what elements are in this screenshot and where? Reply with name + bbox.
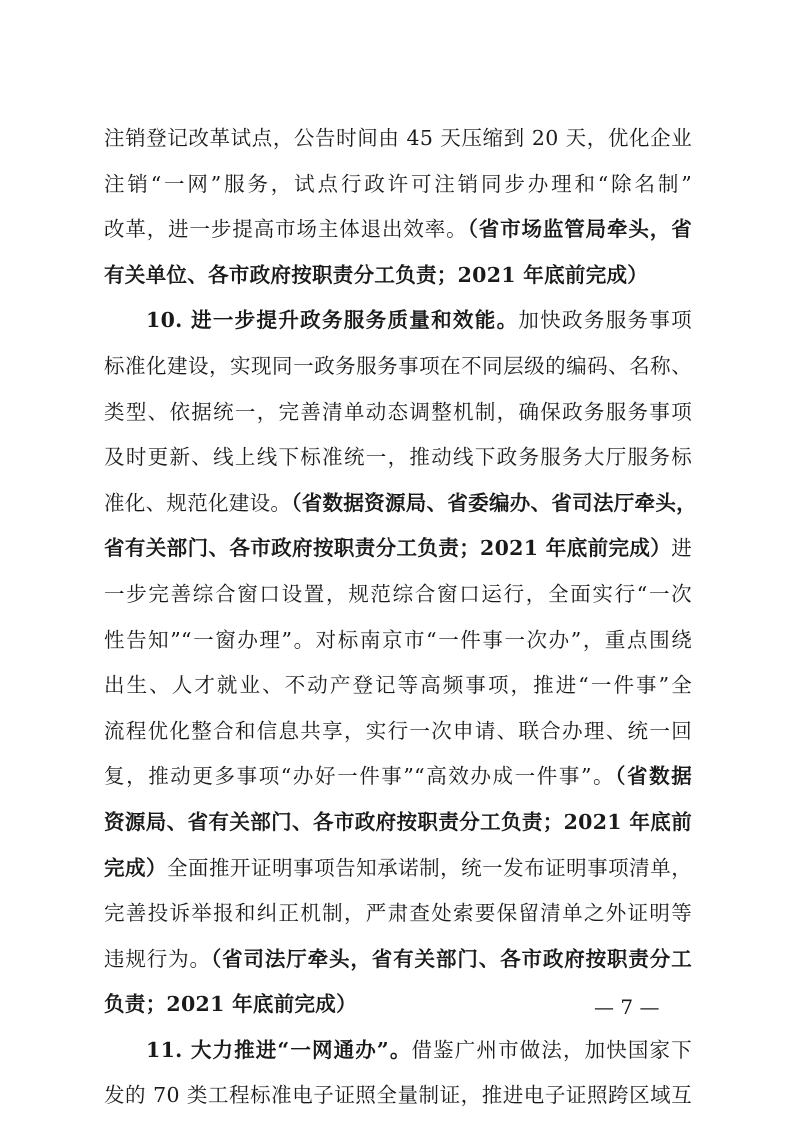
text-segment: 借鉴广州市做法，加快国家下 [411, 1037, 693, 1062]
text-segment: 一步完善综合窗口设置，规范综合窗口运行，全面实行“一次 [104, 581, 692, 606]
text-segment: 注销登记改革试点，公告时间由 45 天压缩到 20 天，优化企业 [104, 126, 692, 150]
text-line [104, 435, 692, 481]
bold-text-segment: 省有关部门、各市政府按职责分工负责；2021 年底前完成） [104, 536, 672, 561]
text-segment: 加快政务服务事项 [518, 308, 692, 333]
text-segment: 注销“一网”服务，试点行政许可注销同步办理和“除名制” [104, 171, 692, 196]
bold-text-segment: 完成） [104, 855, 168, 880]
bold-text-segment: 有关单位、各市政府按职责分工负责；2021 年底前完成） [104, 262, 649, 287]
bold-text-segment: 资源局、省有关部门、各市政府按职责分工负责；2021 年底前 [104, 809, 692, 834]
text-line [104, 526, 692, 572]
text-segment: 复，推动更多事项“办好一件事”“高效办成一件事”。 [104, 764, 616, 789]
text-segment: 准化、规范化建设。 [104, 490, 292, 515]
text-line [104, 937, 692, 983]
text-line [104, 709, 692, 755]
text-segment: 完善投诉举报和纠正机制，严肃查处索要保留清单之外证明等 [104, 901, 692, 926]
text-segment: 发的 70 类工程标准电子证照全量制证，推进电子证照跨区域互 [104, 1083, 692, 1108]
text-line [104, 253, 692, 299]
bold-text-segment: （省数据资源局、省委编办、省司法厅牵头， [291, 490, 697, 515]
text-line [104, 1073, 692, 1119]
bold-text-segment: 负责；2021 年底前完成） [104, 992, 357, 1017]
bold-text-segment: （省数据 [615, 764, 693, 789]
page-number: — 7 — [594, 995, 660, 1019]
text-line [104, 207, 692, 253]
text-segment: 违规行为。 [104, 946, 211, 971]
text-line [104, 891, 692, 937]
text-line [104, 800, 692, 846]
bold-text-segment: 10. 进一步提升政务服务质量和效能。 [146, 308, 519, 333]
text-segment: 改革，进一步提高市场主体退出效率。 [104, 217, 468, 242]
text-line [104, 390, 692, 436]
text-line [104, 1028, 692, 1074]
text-line [104, 481, 697, 527]
body-text [104, 116, 697, 1119]
bold-text-segment: （省司法厅牵头，省有关部门、各市政府按职责分工 [210, 946, 692, 971]
text-segment: 标准化建设，实现同一政务服务事项在不同层级的编码、名称、 [104, 353, 692, 378]
text-segment: 及时更新、线上线下标准统一，推动线下政务服务大厅服务标 [104, 445, 692, 470]
text-segment: 出生、人才就业、不动产登记等高频事项，推进“一件事”全 [104, 673, 692, 698]
text-line [104, 344, 692, 390]
text-line [104, 162, 692, 208]
text-segment: 进 [671, 536, 692, 561]
text-line [104, 754, 692, 800]
text-line [104, 572, 692, 618]
text-segment: 类型、依据统一，完善清单动态调整机制，确保政务服务事项 [104, 399, 692, 424]
text-segment: 性告知”“一窗办理”。对标南京市“一件事一次办”，重点围绕 [104, 627, 692, 652]
bold-text-segment: 11. 大力推进“一网通办”。 [146, 1037, 412, 1062]
text-segment: 流程优化整合和信息共享，实行一次申请、联合办理、统一回 [104, 718, 692, 743]
text-segment: 全面推开证明事项告知承诺制，统一发布证明事项清单， [167, 855, 693, 880]
text-line [104, 663, 692, 709]
bold-text-segment: （省市场监管局牵头，省 [467, 217, 692, 242]
text-line [104, 618, 692, 664]
text-line [104, 846, 692, 892]
text-line [104, 298, 692, 344]
text-line [104, 116, 692, 162]
